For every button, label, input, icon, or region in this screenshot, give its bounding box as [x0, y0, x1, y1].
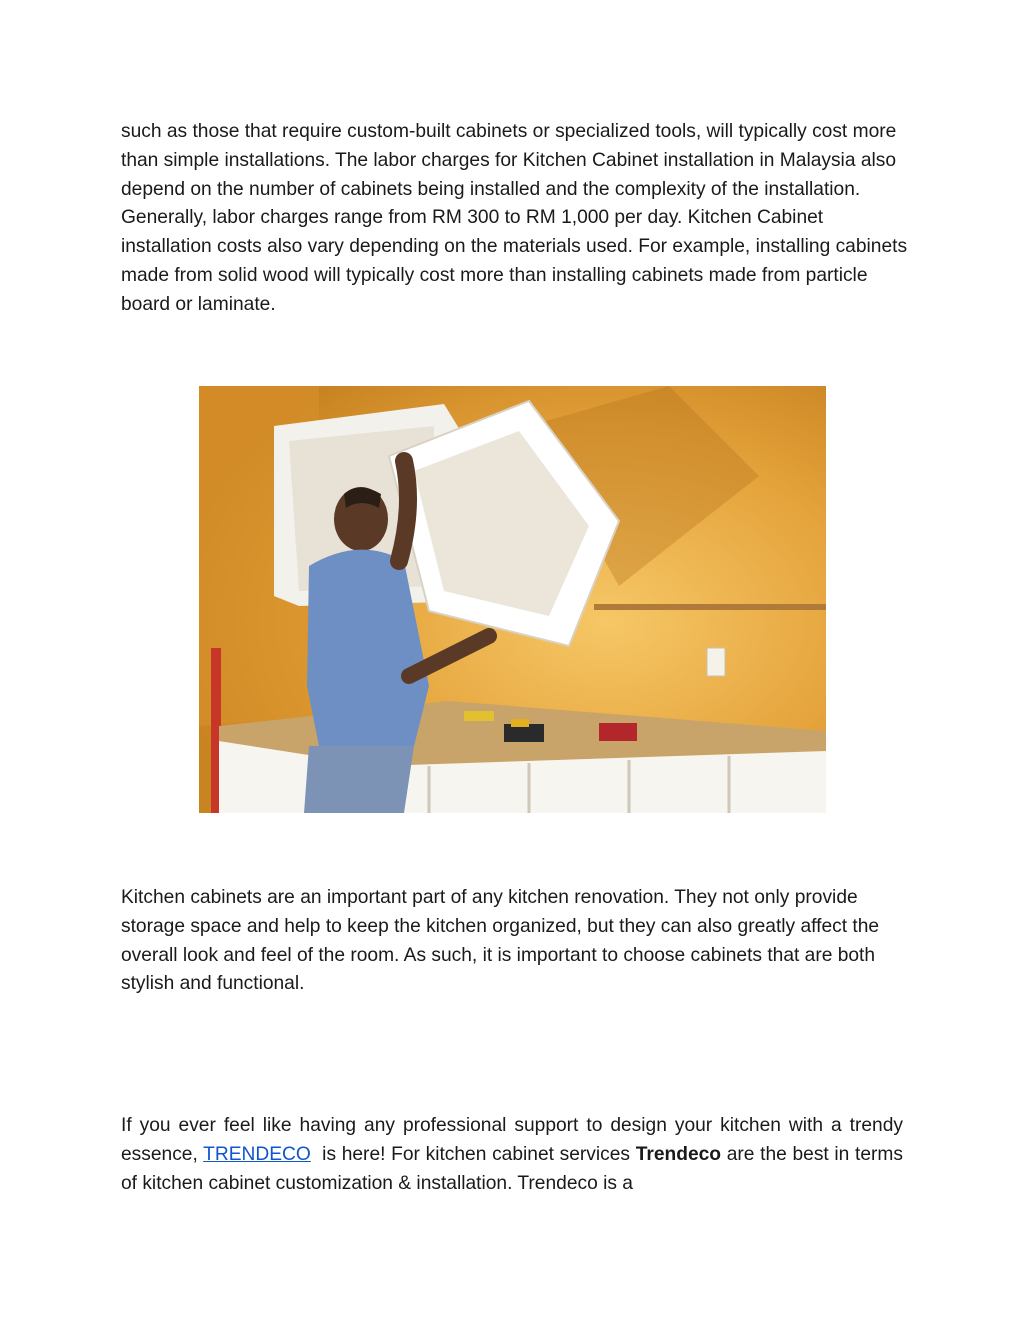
p3-text-end: are the best in terms of kitchen cabinet customization & installation. Trendeco is a [121, 1143, 904, 1194]
p3-text-middle: is here! For kitchen cabinet services [310, 1143, 636, 1165]
cabinet-installation-photo [199, 386, 826, 813]
trendeco-link[interactable]: TRENDECO [203, 1143, 311, 1165]
trendeco-bold-name: Trendeco [635, 1143, 722, 1165]
paragraph-trendeco-promo [121, 1112, 903, 1198]
paragraph-labor-costs: such as those that require custom-built cabinets or specialized tools, will typically cost more than simple installations. The labor charges for Kitchen Cabinet installation in Malaysia also depend on the number of cabinets being installed and the complexity of the installation. Generally, labor charges range from RM 300 to RM 1,000 per day. Kitchen Cabinet installation costs also vary depending on the materials used. For example, installing cabinets made from solid wood will typically cost more than installing cabinets made from particle board or laminate. [121, 121, 908, 315]
p3-text-start: If you ever feel like having any professional support to design your kitchen with a trendy essence, [121, 1115, 903, 1165]
paragraph-cabinet-importance: Kitchen cabinets are an important part of any kitchen renovation. They not only provide storage space and help to keep the kitchen organized, but they can also greatly affect the overall look and feel of the room. As such, it is important to choose cabinets that are both stylish and functional. [121, 887, 880, 995]
